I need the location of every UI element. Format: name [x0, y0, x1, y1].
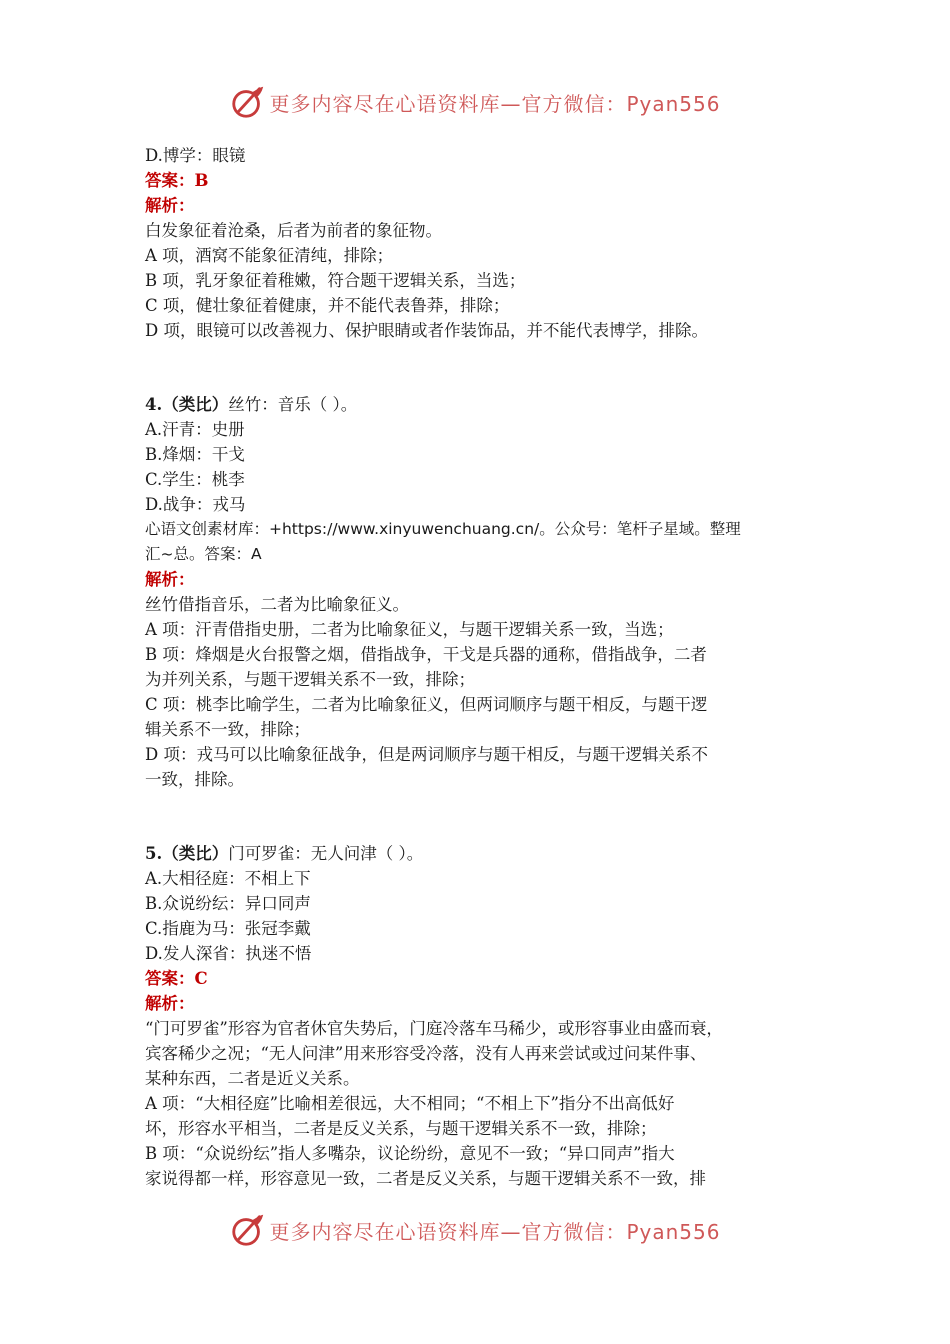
q3-analysis-line: 白发象征着沧桑，后者为前者的象征物。: [145, 221, 442, 240]
q4-option-d: D.战争：戎马: [145, 495, 246, 514]
q5-option-c: C.指鹿为马：张冠李戴: [145, 919, 311, 938]
q4-number: 4.（类比）: [145, 395, 229, 414]
q5-analysis-line: 坏，形容水平相当，二者是反义关系，与题干逻辑关系不一致，排除；: [145, 1119, 657, 1138]
q4-ad-answer-line: 汇~总。答案：A: [145, 545, 262, 563]
q4-analysis-line: 一致，排除。: [145, 770, 244, 789]
q4-option-b: B.烽烟：干戈: [145, 445, 245, 464]
q3-analysis-line: C 项，健壮象征着健康，并不能代表鲁莽，排除；: [145, 296, 510, 315]
q5-analysis-line: A 项：“大相径庭”比喻相差很远，大不相同；“不相上下”指分不出高低好: [145, 1094, 675, 1113]
footer-banner: [0, 1210, 950, 1250]
q5-analysis-line: 宾客稀少之况；“无人问津”用来形容受冷落，没有人再来尝试或过问某件事、: [145, 1044, 707, 1063]
q3-analysis-line: B 项，乳牙象征着稚嫩，符合题干逻辑关系，当选；: [145, 271, 526, 290]
q5-number: 5.（类比）: [145, 844, 229, 863]
q5-option-a: A.大相径庭：不相上下: [145, 869, 311, 888]
header-banner: [0, 82, 950, 122]
q3-analysis-line: A 项，酒窝不能象征清纯，排除；: [145, 246, 394, 265]
q5-analysis-line: B 项：“众说纷纭”指人多嘴杂，议论纷纷，意见不一致；“异口同声”指大: [145, 1144, 675, 1163]
q4-analysis-line: 辑关系不一致，排除；: [145, 720, 310, 739]
q5-stem: 门可罗雀：无人问津（ ）。: [228, 844, 424, 863]
banner-text: 更多内容尽在心语资料库—官方微信：Pyan556: [269, 1219, 721, 1244]
q3-answer: 答案：B: [145, 171, 209, 190]
q5-option-b: B.众说纷纭：异口同声: [145, 894, 311, 913]
q3-analysis-line: D 项，眼镜可以改善视力、保护眼睛或者作装饰品，并不能代表博学，排除。: [145, 321, 708, 340]
q5-question: [145, 841, 825, 866]
q4-analysis-line: A 项：汗青借指史册，二者为比喻象征义，与题干逻辑关系一致，当选；: [145, 620, 674, 639]
q4-analysis-line: D 项：戎马可以比喻象征战争，但是两词顺序与题干相反，与题干逻辑关系不: [145, 745, 708, 764]
banner-text: 更多内容尽在心语资料库—官方微信：Pyan556: [269, 91, 721, 116]
q4-analysis-line: 为并列关系，与题干逻辑关系不一致，排除；: [145, 670, 475, 689]
q5-answer: 答案：C: [145, 969, 208, 988]
quill-logo-icon: [229, 1211, 267, 1249]
q4-analysis-line: C 项：桃李比喻学生，二者为比喻象征义，但两词顺序与题干相反，与题干逻: [145, 695, 708, 714]
q5-option-d: D.发人深省：执迷不悟: [145, 944, 312, 963]
q4-ad-line: 心语文创素材库：+https://www.xinyuwenchuang.cn/。公众号：笔杆子星域。整理: [145, 520, 741, 538]
q4-analysis-label: 解析：: [145, 570, 195, 589]
q4-analysis-line: B 项：烽烟是火台报警之烟，借指战争，干戈是兵器的通称，借指战争，二者: [145, 645, 707, 664]
q5-analysis-line: “门可罗雀”形容为官者休官失势后，门庭冷落车马稀少，或形容事业由盛而衰，: [145, 1019, 723, 1038]
q5-analysis-line: 家说得都一样，形容意见一致，二者是反义关系，与题干逻辑关系不一致，排: [145, 1169, 706, 1188]
q5-analysis-line: 某种东西，二者是近义关系。: [145, 1069, 360, 1088]
q3-analysis-label: 解析：: [145, 196, 195, 215]
q5-analysis-label: 解析：: [145, 994, 195, 1013]
q4-option-c: C.学生：桃李: [145, 470, 245, 489]
quill-logo-icon: [229, 83, 267, 121]
q4-option-a: A.汗青：史册: [145, 420, 245, 439]
q4-question: [145, 392, 825, 417]
document-body: [145, 143, 825, 1191]
q3-option-d: D.博学：眼镜: [145, 146, 246, 165]
q4-stem: 丝竹：音乐（ ）。: [228, 395, 358, 414]
q4-analysis-line: 丝竹借指音乐，二者为比喻象征义。: [145, 595, 409, 614]
